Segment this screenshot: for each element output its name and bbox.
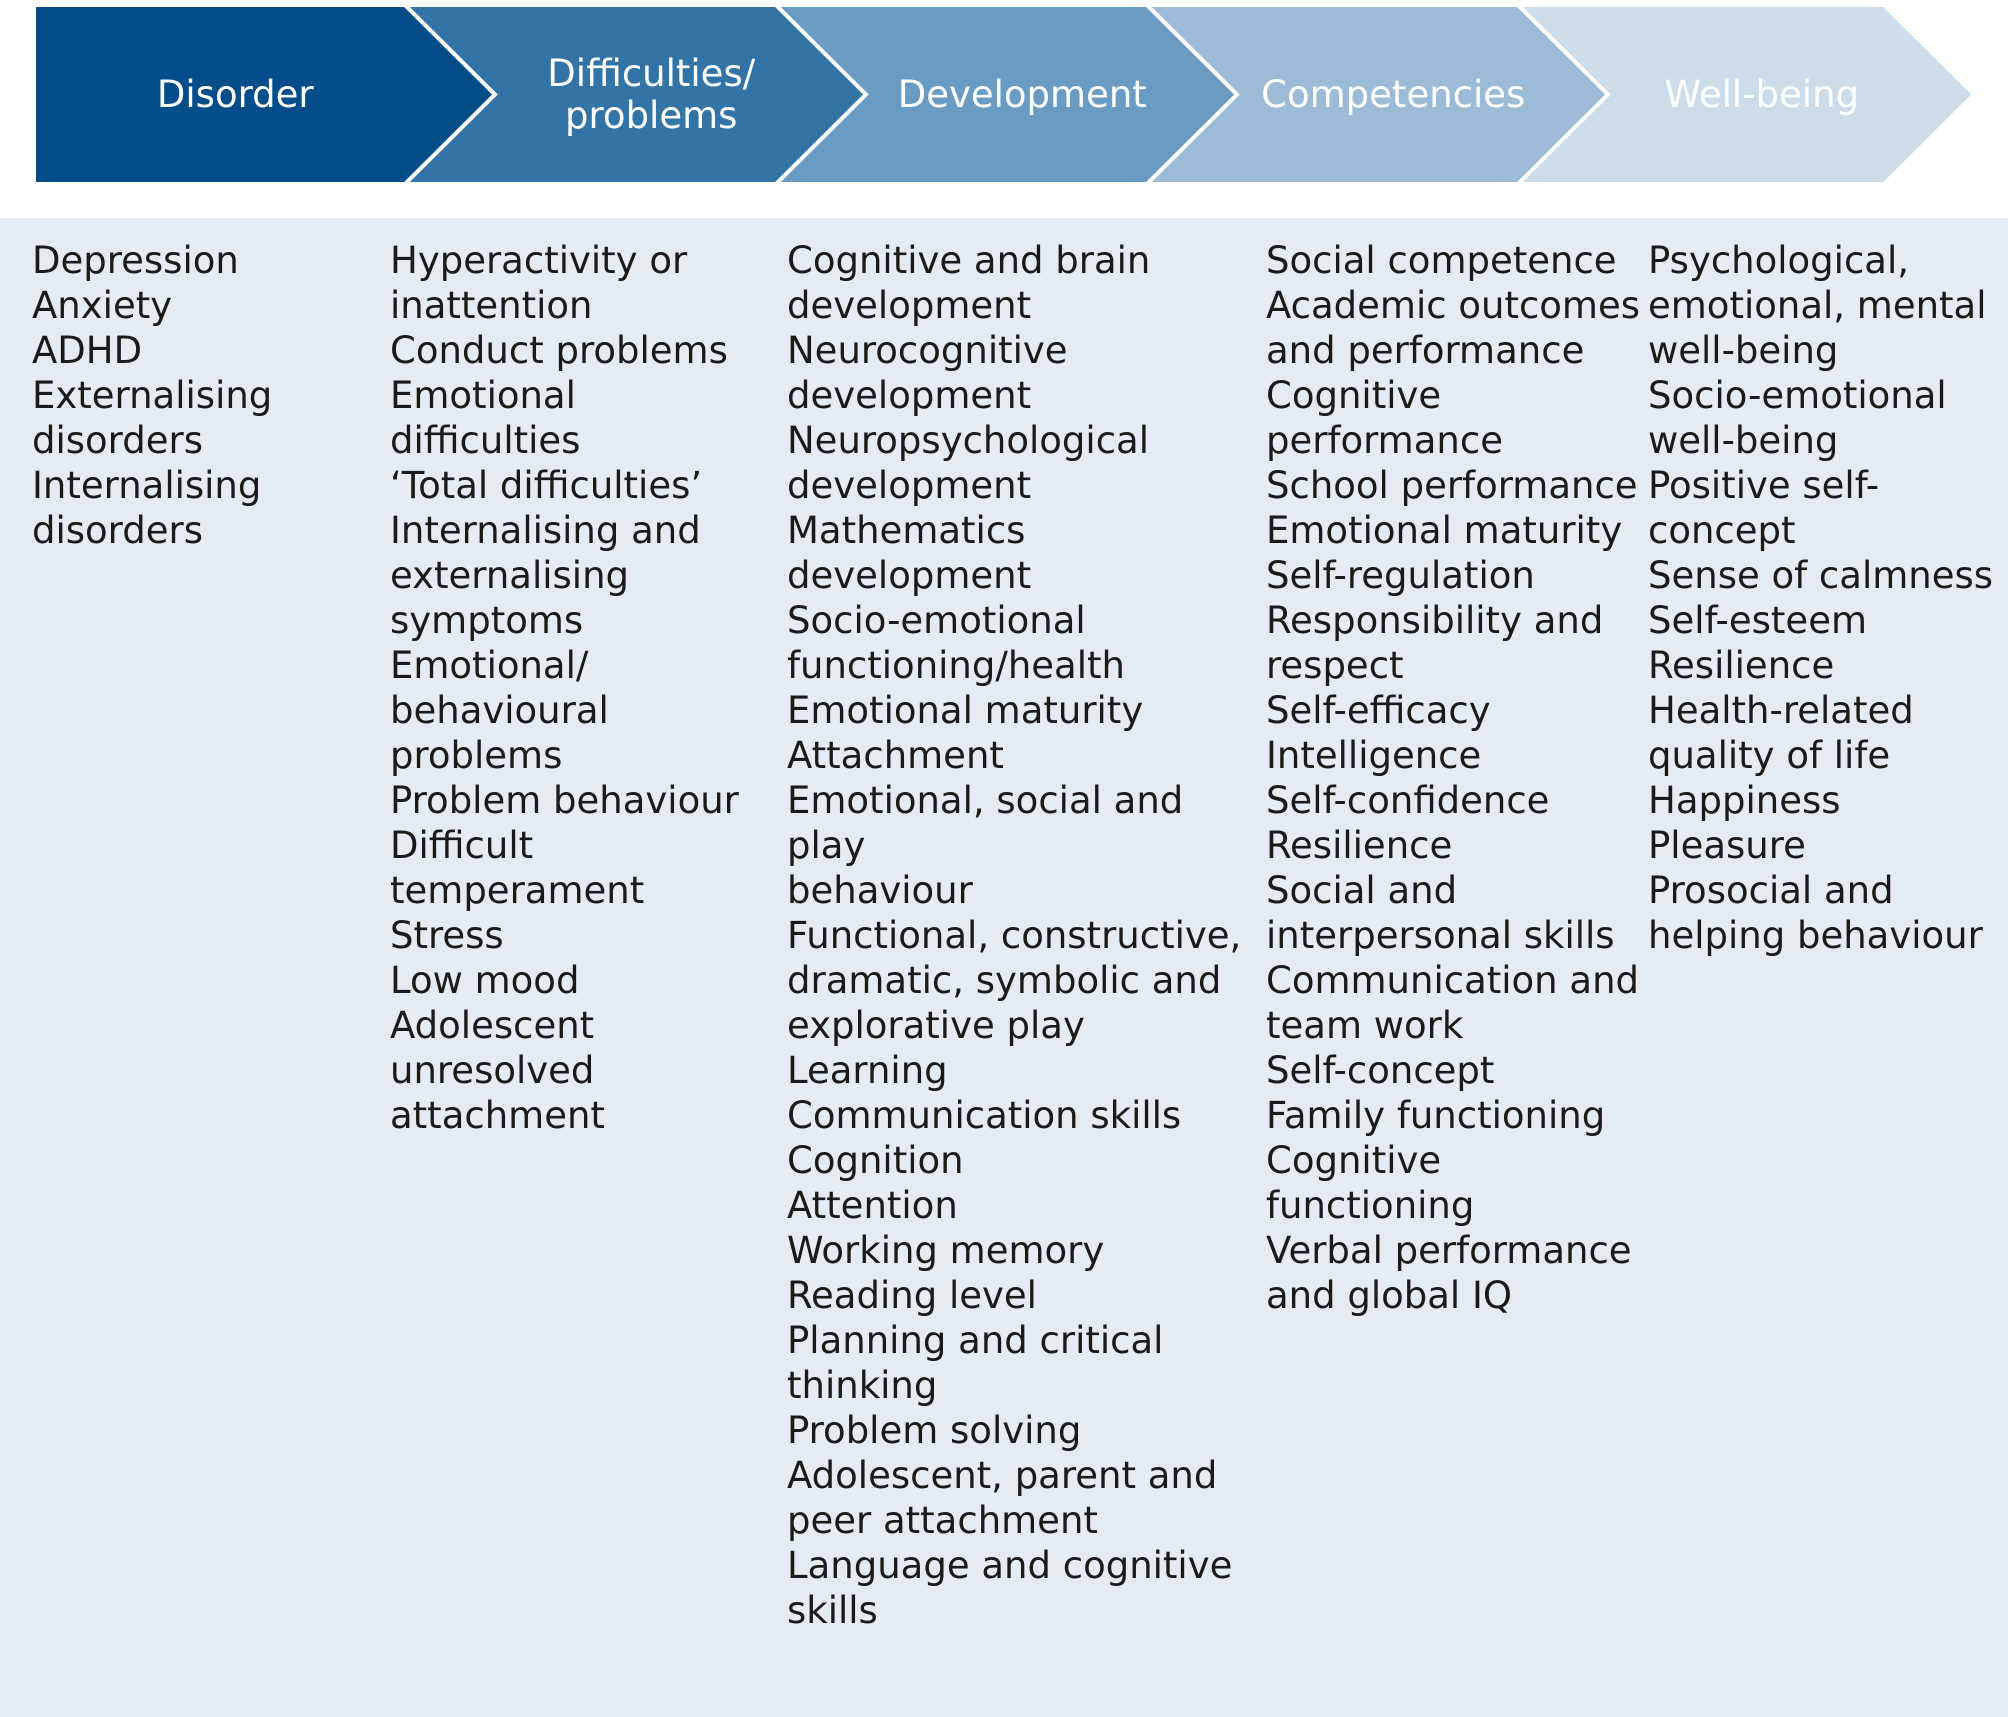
list-item: Verbal performance and global IQ bbox=[1266, 1229, 1632, 1317]
list-item: Social and interpersonal skills bbox=[1266, 869, 1615, 957]
list-item: Adolescent unresolved attachment bbox=[390, 1004, 605, 1137]
list-item: Cognitive performance bbox=[1266, 374, 1503, 462]
list-item: Self-efficacy bbox=[1266, 689, 1491, 732]
list-item: Low mood bbox=[390, 959, 580, 1002]
list-item: Sense of calmness bbox=[1648, 554, 1994, 597]
list-item: Prosocial and helping behaviour bbox=[1648, 869, 1983, 957]
list-item: Self-esteem bbox=[1648, 599, 1868, 642]
column-competencies bbox=[1266, 238, 1646, 1318]
list-item: ADHD bbox=[32, 329, 143, 372]
list-item: Cognitive and brain development bbox=[787, 239, 1151, 327]
list-item: Internalising and externalising symptoms bbox=[390, 509, 701, 642]
column-disorder bbox=[32, 238, 362, 553]
list-item: Conduct problems bbox=[390, 329, 728, 372]
list-item: Stress bbox=[390, 914, 504, 957]
list-item: Positive self- concept bbox=[1648, 464, 1880, 552]
list-item: Mathematics development bbox=[787, 509, 1032, 597]
list-item: Emotional maturity bbox=[787, 689, 1144, 732]
list-item: Difficult temperament bbox=[390, 824, 645, 912]
chevron-well-being-label: Well-being bbox=[1664, 73, 1860, 116]
list-item: Problem solving bbox=[787, 1409, 1082, 1452]
list-item: Hyperactivity or inattention bbox=[390, 239, 688, 327]
column-difficulties-problems bbox=[390, 238, 770, 1138]
column-well-being bbox=[1648, 238, 1998, 958]
list-item: Communication and team work bbox=[1266, 959, 1639, 1047]
list-item: Pleasure bbox=[1648, 824, 1806, 867]
list-item: Cognition bbox=[787, 1139, 964, 1182]
list-item: Communication skills bbox=[787, 1094, 1182, 1137]
list-item: Emotional/ behavioural problems bbox=[390, 644, 609, 777]
list-item: Socio-emotional functioning/health bbox=[787, 599, 1125, 687]
list-item: Health-related quality of life bbox=[1648, 689, 1914, 777]
list-item: Family functioning bbox=[1266, 1094, 1606, 1137]
list-item: Adolescent, parent and peer attachment bbox=[787, 1454, 1218, 1542]
list-item: Self-regulation bbox=[1266, 554, 1535, 597]
list-item: Reading level bbox=[787, 1274, 1037, 1317]
list-item: Externalising disorders bbox=[32, 374, 273, 462]
list-item: Socio-emotional well-being bbox=[1648, 374, 1947, 462]
list-item: Learning bbox=[787, 1049, 948, 1092]
chevron-difficulties-problems-label: Difficulties/ problems bbox=[547, 52, 756, 137]
list-item: Emotional, social and play behaviour bbox=[787, 779, 1184, 912]
list-item: Emotional maturity bbox=[1266, 509, 1623, 552]
list-item: Resilience bbox=[1648, 644, 1835, 687]
list-item: Responsibility and respect bbox=[1266, 599, 1604, 687]
list-item: Psychological, emotional, mental well-being bbox=[1648, 239, 1987, 372]
list-item: Self-concept bbox=[1266, 1049, 1495, 1092]
content-panel bbox=[0, 218, 2008, 1717]
chevron-development-label: Development bbox=[897, 73, 1147, 116]
list-item: Neurocognitive development bbox=[787, 329, 1068, 417]
list-item: Emotional difficulties bbox=[390, 374, 581, 462]
chevron-disorder-label: Disorder bbox=[156, 73, 314, 116]
list-item: Academic outcomes and performance bbox=[1266, 284, 1641, 372]
list-item: Intelligence bbox=[1266, 734, 1482, 777]
list-item: Internalising disorders bbox=[32, 464, 262, 552]
list-item: Neuropsychological development bbox=[787, 419, 1149, 507]
chevron-competencies-label: Competencies bbox=[1261, 73, 1526, 116]
list-item: Attention bbox=[787, 1184, 958, 1227]
list-item: Anxiety bbox=[32, 284, 173, 327]
list-item: Working memory bbox=[787, 1229, 1105, 1272]
list-item: Planning and critical thinking bbox=[787, 1319, 1164, 1407]
list-item: Resilience bbox=[1266, 824, 1453, 867]
list-item: School performance bbox=[1266, 464, 1638, 507]
list-item: Attachment bbox=[787, 734, 1004, 777]
list-item: Self-confidence bbox=[1266, 779, 1550, 822]
list-item: Functional, constructive, dramatic, symbolic and explorative play bbox=[787, 914, 1242, 1047]
column-development bbox=[787, 238, 1257, 1633]
list-item: Happiness bbox=[1648, 779, 1841, 822]
list-item: Depression bbox=[32, 239, 239, 282]
list-item: ‘Total difficulties’ bbox=[390, 464, 703, 507]
list-item: Problem behaviour bbox=[390, 779, 739, 822]
list-item: Social competence bbox=[1266, 239, 1617, 282]
list-item: Cognitive functioning bbox=[1266, 1139, 1475, 1227]
list-item: Language and cognitive skills bbox=[787, 1544, 1233, 1632]
